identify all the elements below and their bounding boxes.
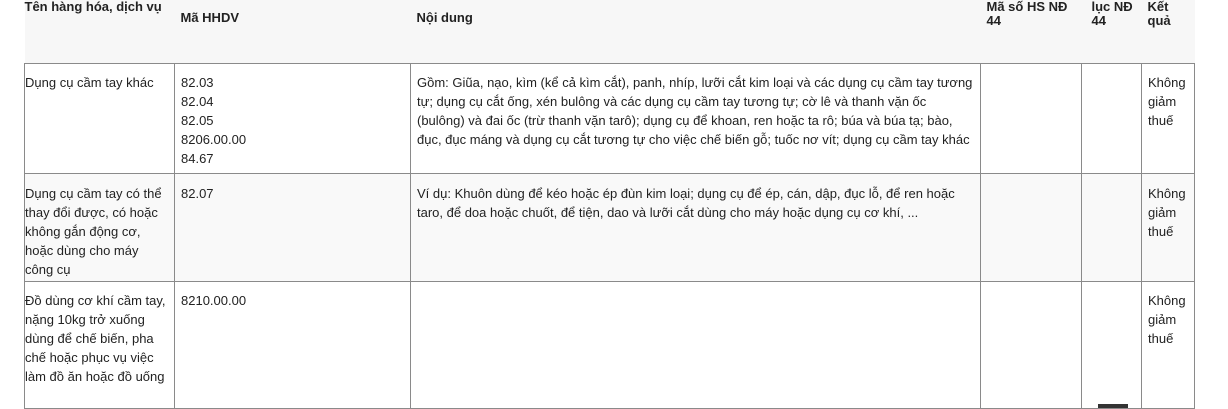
code-value: 82.03	[181, 75, 214, 90]
code-value: 8206.00.00	[181, 132, 247, 147]
cell-codes	[175, 64, 411, 174]
header-ma-so-hs[interactable]: Mã số HS NĐ 44	[981, 0, 1082, 64]
cell-ma-so-hs	[981, 282, 1082, 409]
goods-table	[24, 0, 1195, 409]
code-value: 84.67	[181, 151, 214, 166]
pagination-control-edge[interactable]	[1098, 404, 1128, 408]
cell-name: Dụng cụ cầm tay có thể thay đổi được, có hoặc không gắn động cơ, hoặc dùng cho máy công cụ	[25, 174, 175, 282]
cell-phu-luc	[1082, 64, 1142, 174]
code-value: 82.07	[181, 186, 214, 201]
cell-result: Không giảm thuế	[1142, 64, 1195, 174]
code-value: 82.05	[181, 113, 214, 128]
cell-result: Không giảm thuế	[1142, 174, 1195, 282]
header-noi-dung[interactable]: Nội dung	[411, 0, 981, 64]
cell-phu-luc	[1082, 174, 1142, 282]
cell-phu-luc	[1082, 282, 1142, 409]
cell-name: Dụng cụ cầm tay khác	[25, 64, 175, 174]
table-row	[25, 282, 1195, 409]
header-ma-hhdv[interactable]: Mã HHDV	[175, 0, 411, 64]
header-phu-luc[interactable]	[1082, 0, 1142, 64]
code-value: 82.04	[181, 94, 214, 109]
cell-ma-so-hs	[981, 64, 1082, 174]
cell-result: Không giảm thuế	[1142, 282, 1195, 409]
cell-codes	[175, 282, 411, 409]
cell-content	[411, 282, 981, 409]
cell-name: Đồ dùng cơ khí cầm tay, nặng 10kg trở xuống dùng để chế biến, pha chế hoặc phục vụ việc làm đồ ăn hoặc đồ uống	[25, 282, 175, 409]
cell-content: Ví dụ: Khuôn dùng để kéo hoặc ép đùn kim loại; dụng cụ để ép, cán, dập, đục lỗ, để ren hoặc taro, để doa hoặc chuốt, để tiện, dao và lưỡi cắt dùng cho máy hoặc dụng cụ cơ khí, ...	[411, 174, 981, 282]
header-phu-luc-text: lục NĐ 44	[1091, 0, 1133, 28]
cell-content: Gồm: Giũa, nạo, kìm (kể cả kìm cắt), panh, nhíp, lưỡi cắt kim loại và các dụng cụ cầm tay tương tự; dụng cụ cắt ống, xén bulông và các dụng cụ cầm tay tương tự; cờ lê và thanh vặn ốc (bulông) và đai ốc (trừ thanh vặn tarô); dụng cụ để khoan, ren hoặc ta rô; búa và búa tạ; bào, đục, đục máng và dụng cụ cắt tương tự cho việc chế biến gỗ; tuốc nơ vít; dụng cụ cầm tay khác	[411, 64, 981, 174]
header-ket-qua[interactable]: Kết quả	[1142, 0, 1195, 64]
cell-ma-so-hs	[981, 174, 1082, 282]
table-row	[25, 174, 1195, 282]
table-row	[25, 64, 1195, 174]
header-ten-hang-hoa[interactable]: Tên hàng hóa, dịch vụ	[25, 0, 175, 64]
cell-codes	[175, 174, 411, 282]
code-value: 8210.00.00	[181, 293, 247, 308]
table-header-row	[25, 0, 1195, 64]
